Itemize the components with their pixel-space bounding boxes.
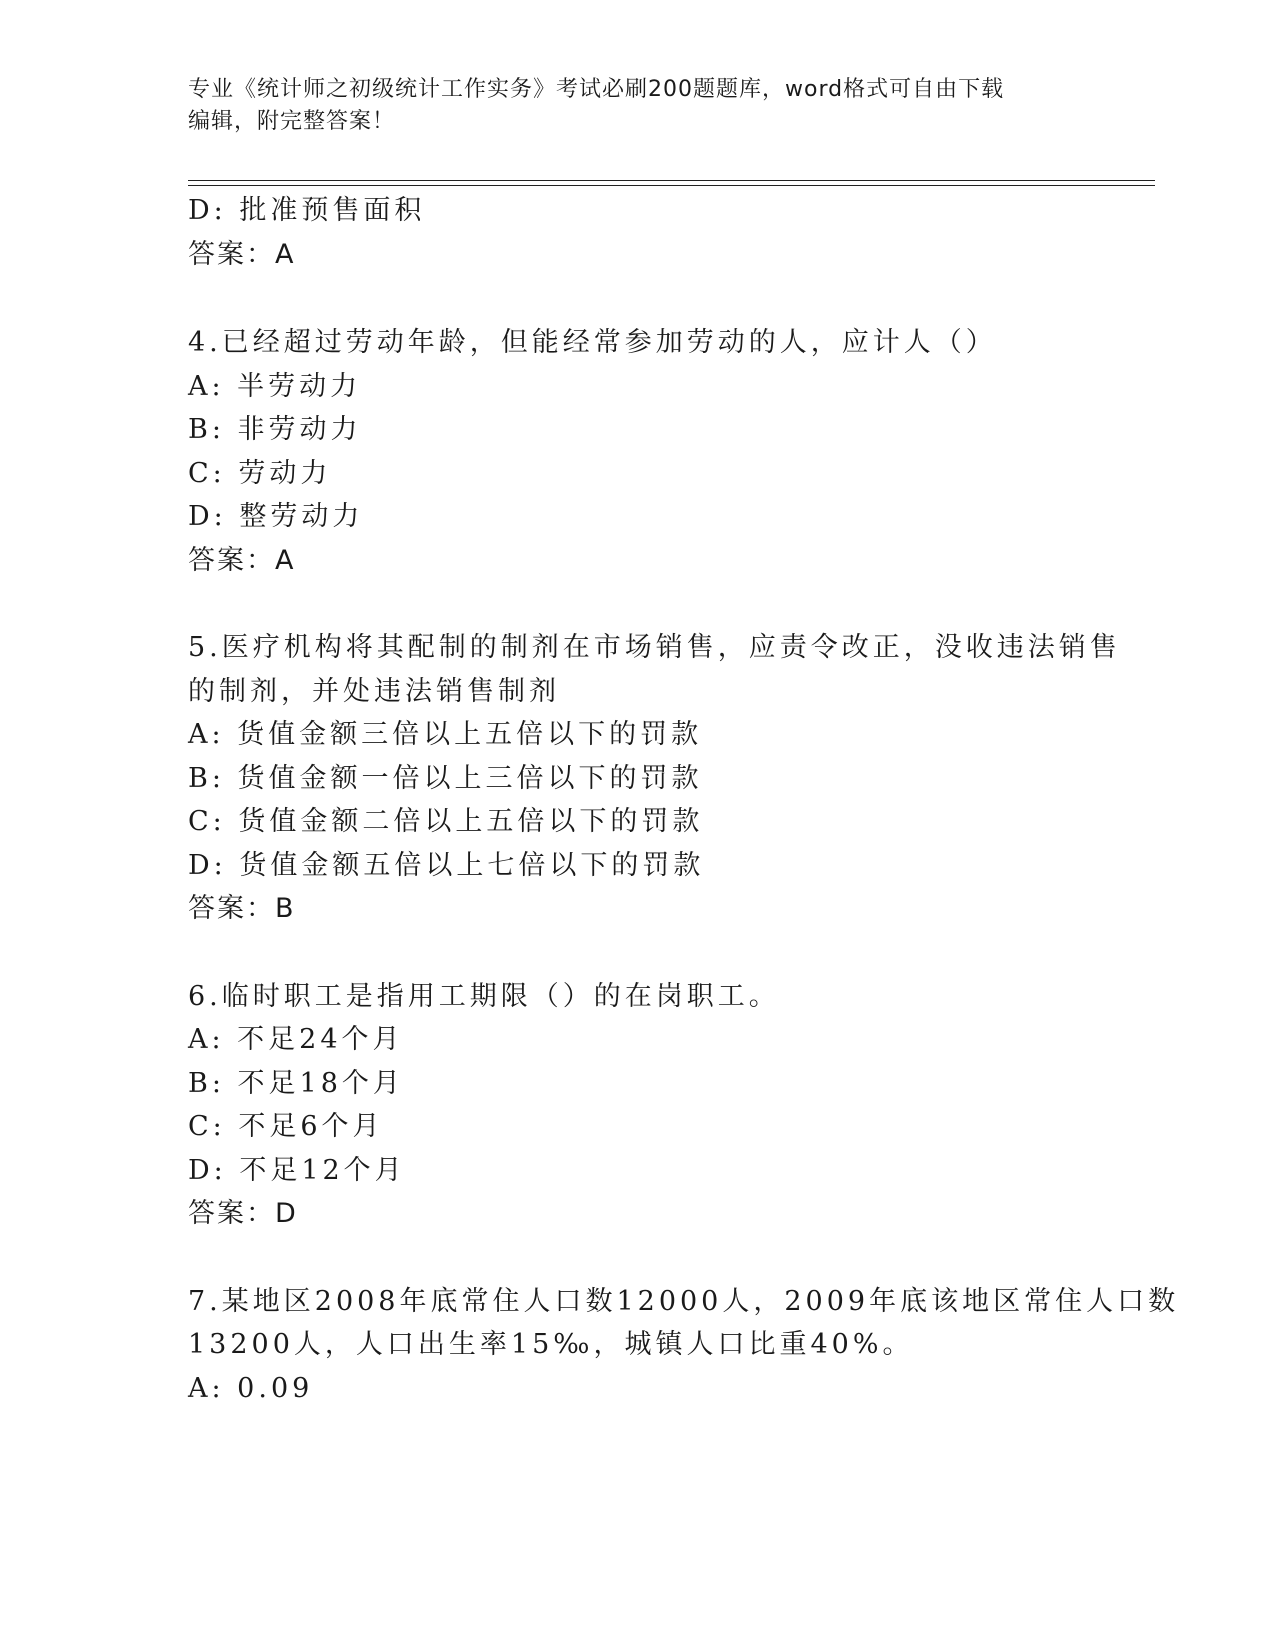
q6-answer: 答案：D bbox=[188, 1198, 298, 1229]
q4-option-a: A: 半劳动力 bbox=[188, 371, 362, 402]
header-divider-bottom bbox=[188, 185, 1155, 186]
q5-option-d: D: 货值金额五倍以上七倍以下的罚款 bbox=[188, 850, 705, 881]
q4-option-d: D: 整劳动力 bbox=[188, 501, 364, 532]
q5-question-line-2: 的制剂，并处违法销售制剂 bbox=[188, 676, 560, 707]
q4-answer: 答案：A bbox=[188, 545, 296, 576]
q5-option-b: B: 货值金额一倍以上三倍以下的罚款 bbox=[188, 763, 703, 794]
q5-option-a: A: 货值金额三倍以上五倍以下的罚款 bbox=[188, 719, 703, 750]
q5-question-line-1: 5.医疗机构将其配制的制剂在市场销售，应责令改正，没收违法销售 bbox=[188, 632, 1121, 663]
q5-option-c: C: 货值金额二倍以上五倍以下的罚款 bbox=[188, 806, 704, 837]
q4-question: 4.已经超过劳动年龄，但能经常参加劳动的人，应计人（） bbox=[188, 327, 997, 358]
q6-question: 6.临时职工是指用工期限（）的在岗职工。 bbox=[188, 981, 780, 1012]
q7-option-a: A: 0.09 bbox=[188, 1373, 314, 1404]
header-line-1: 专业《统计师之初级统计工作实务》考试必刷200题题库，word格式可自由下载 bbox=[188, 77, 1005, 102]
q6-option-a: A: 不足24个月 bbox=[188, 1024, 404, 1055]
q7-question-line-2: 13200人，人口出生率15‰，城镇人口比重40%。 bbox=[188, 1329, 914, 1360]
q4-option-c: C: 劳动力 bbox=[188, 458, 332, 489]
header-divider-top bbox=[188, 180, 1155, 181]
q3-option-d: D: 批准预售面积 bbox=[188, 195, 426, 226]
q3-answer: 答案：A bbox=[188, 239, 296, 270]
q6-option-d: D: 不足12个月 bbox=[188, 1155, 406, 1186]
q6-option-c: C: 不足6个月 bbox=[188, 1111, 384, 1142]
q5-answer: 答案：B bbox=[188, 893, 296, 924]
q4-option-b: B: 非劳动力 bbox=[188, 414, 362, 445]
header-line-2: 编辑，附完整答案！ bbox=[188, 109, 396, 134]
q7-question-line-1: 7.某地区2008年底常住人口数12000人，2009年底该地区常住人口数 bbox=[188, 1286, 1180, 1317]
q6-option-b: B: 不足18个月 bbox=[188, 1068, 404, 1099]
